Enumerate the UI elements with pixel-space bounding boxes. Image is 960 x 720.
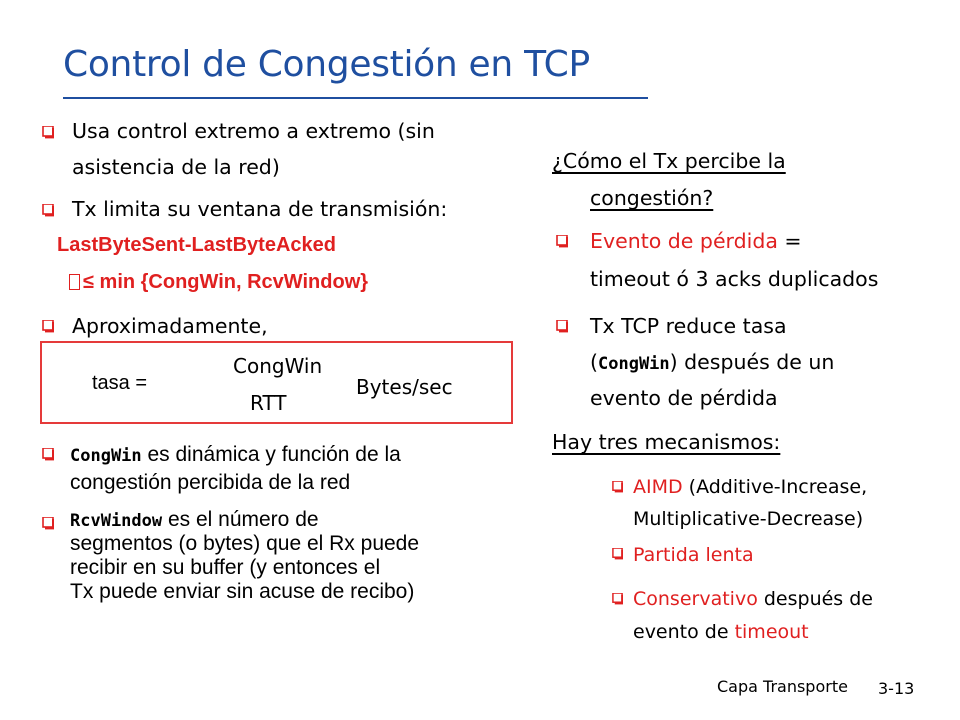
- right-bullet-1-line-2: timeout ó 3 acks duplicados: [590, 267, 879, 291]
- mechanism-1-line-2: Multiplicative-Decrease): [633, 508, 864, 530]
- bullet-4-line-1-rest: es dinámica y función de la: [141, 443, 401, 466]
- square-bullet-icon: [612, 481, 623, 493]
- bullet-2-text: Tx limita su ventana de transmisión:: [72, 197, 448, 221]
- right-bullet-2-line-3: evento de pérdida: [590, 386, 778, 410]
- rate-unit: Bytes/sec: [356, 375, 453, 399]
- loss-event-label: Evento de pérdida: [590, 229, 778, 253]
- mechanism-1-rest: (Additive-Increase,: [682, 476, 868, 498]
- bullet-1-line-1: Usa control extremo a extremo (sin: [72, 119, 435, 143]
- mechanism-3-line-1: [633, 581, 873, 617]
- conservative-label: Conservativo: [633, 588, 758, 610]
- window-formula-line-1: LastByteSent-LastByteAcked: [57, 234, 336, 256]
- bullet-5-line-2: segmentos (o bytes) que el Rx puede: [70, 532, 420, 555]
- rate-label: tasa =: [92, 372, 148, 394]
- right-bullet-2-line-1: Tx TCP reduce tasa: [590, 314, 787, 338]
- right-bullet-2-line-2-rest: ) después de un: [669, 350, 835, 374]
- mechanism-2: Partida lenta: [633, 544, 754, 566]
- mechanism-3-line-2: [633, 614, 809, 650]
- window-formula-line-2-text: ≤ min {CongWin, RcvWindow}: [83, 271, 369, 293]
- bullet-5-line-4: Tx puede enviar sin acuse de recibo): [70, 580, 415, 603]
- right-bullet-1-rest: =: [777, 229, 802, 253]
- rate-denominator: RTT: [250, 391, 287, 415]
- square-bullet-icon: [612, 593, 623, 605]
- square-bullet-icon: [556, 235, 568, 248]
- missing-glyph-icon: [69, 274, 80, 290]
- timeout-label: timeout: [734, 621, 809, 643]
- bullet-1-line-2: asistencia de la red): [72, 155, 280, 179]
- square-bullet-icon: [556, 320, 568, 333]
- bullet-5-line-3: recibir en su buffer (y entonces el: [70, 556, 381, 579]
- mechanism-3-rest: después de: [757, 588, 873, 610]
- right-bullet-1-line-1: [590, 223, 802, 259]
- question-line-1: ¿Cómo el Tx percibe la: [552, 149, 786, 173]
- mechanism-3-line-2-pre: evento de: [633, 621, 735, 643]
- paren-open: (: [590, 350, 598, 374]
- bullet-4-line-2: congestión percibida de la red: [70, 471, 351, 494]
- bullet-4-line-1: [70, 441, 401, 470]
- congwin-code: CongWin: [70, 446, 142, 466]
- aimd-label: AIMD: [633, 476, 683, 498]
- rcvwindow-code: RcvWindow: [70, 511, 163, 531]
- mechanisms-heading: Hay tres mecanismos:: [552, 430, 781, 454]
- right-bullet-2-line-2: [590, 344, 834, 382]
- rate-numerator: CongWin: [233, 354, 323, 378]
- window-formula-line-2: [69, 271, 368, 294]
- bullet-5-line-1: [70, 508, 319, 533]
- bullet-3-text: Aproximadamente,: [72, 314, 268, 338]
- square-bullet-icon: [42, 448, 54, 461]
- congwin-code-right: CongWin: [598, 354, 670, 374]
- square-bullet-icon: [612, 548, 623, 560]
- footer-page-number: 3-13: [878, 679, 915, 698]
- bullet-5-line-1-rest: es el número de: [162, 508, 319, 531]
- question-line-2: congestión?: [590, 186, 714, 210]
- slide-title: Control de Congestión en TCP: [63, 44, 590, 85]
- square-bullet-icon: [42, 204, 54, 217]
- square-bullet-icon: [42, 126, 54, 139]
- footer-section: Capa Transporte: [717, 677, 848, 696]
- title-underline: [63, 97, 648, 99]
- square-bullet-icon: [42, 320, 54, 333]
- square-bullet-icon: [42, 517, 54, 530]
- mechanism-1-line-1: [633, 469, 867, 505]
